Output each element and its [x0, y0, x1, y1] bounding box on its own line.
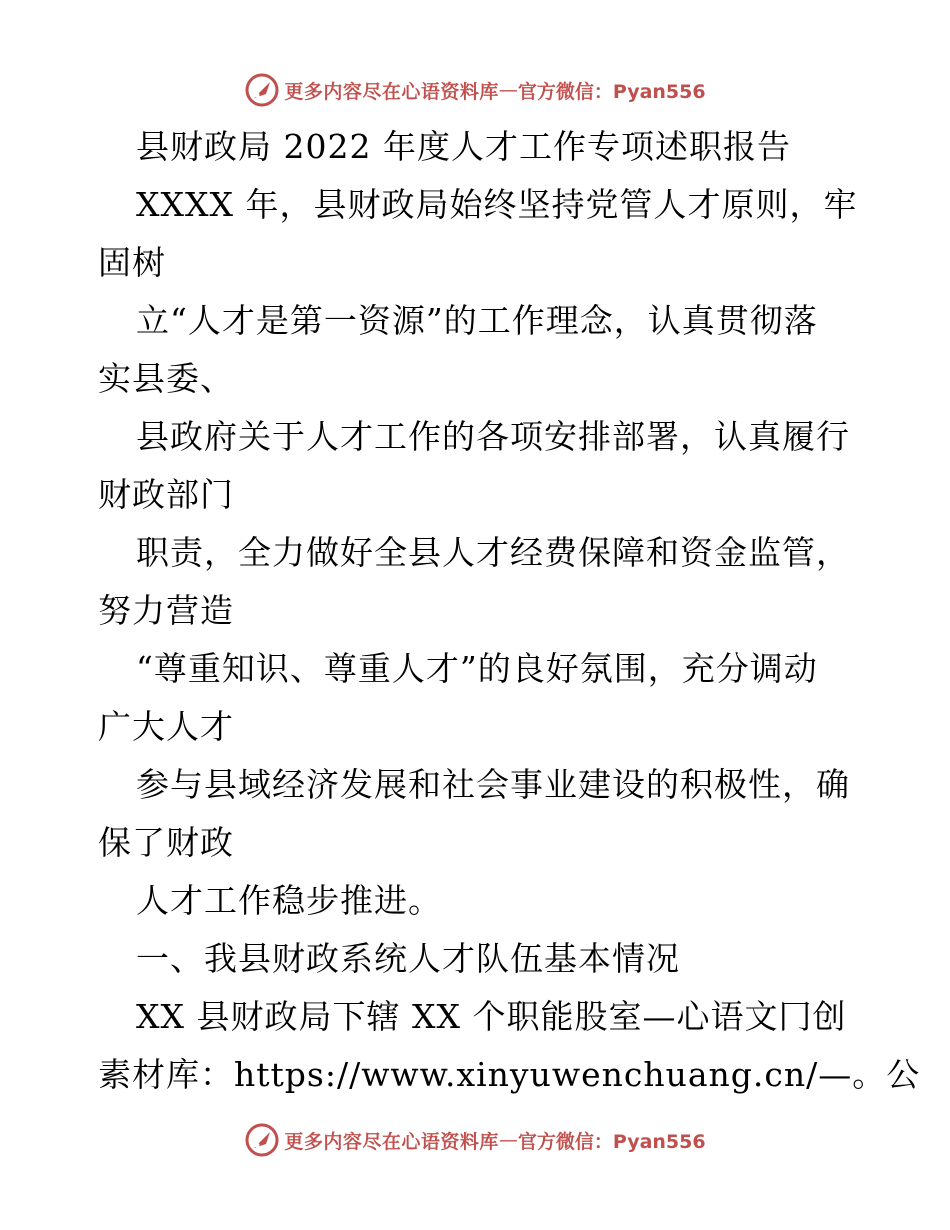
header-banner: [0, 70, 950, 110]
paragraph-line: 财政部门: [98, 475, 234, 514]
header-separator: —: [498, 79, 518, 101]
footer-slogan: 更多内容尽在心语资料库: [284, 1130, 499, 1153]
quill-logo-icon: [244, 72, 280, 108]
document-body: [98, 118, 921, 1104]
section-heading: 一、我县财政系统人才队伍基本情况: [136, 939, 680, 978]
header-contact: 官方微信：Pyan556: [517, 80, 706, 103]
paragraph-line: 职责，全力做好全县人才经费保障和资金监管，: [136, 533, 850, 572]
quill-logo-icon: [244, 1122, 280, 1158]
footer-contact: 官方微信：Pyan556: [517, 1130, 706, 1153]
paragraph-line: 努力营造: [98, 591, 234, 630]
paragraph-line: XX 县财政局下辖 XX 个职能股室—心语文冂创: [136, 997, 847, 1036]
paragraph-line: 素材库：https://www.xinyuwenchuang.cn/—。公: [98, 1055, 921, 1094]
paragraph-line: “尊重知识、尊重人才”的良好氛围，充分调动: [136, 649, 818, 688]
footer-separator: —: [498, 1129, 518, 1151]
paragraph-line: 广大人才: [98, 707, 234, 746]
footer-banner: [0, 1120, 950, 1160]
header-slogan: 更多内容尽在心语资料库: [284, 80, 499, 103]
paragraph-line: 县政府关于人才工作的各项安排部署，认真履行: [136, 417, 850, 456]
paragraph-line: 实县委、: [98, 359, 234, 398]
paragraph-line: 参与县域经济发展和社会事业建设的积极性，确: [136, 765, 850, 804]
paragraph-line: XXXX 年，县财政局始终坚持党管人才原则，牢: [136, 185, 858, 224]
paragraph-line: 人才工作稳步推进。: [136, 881, 442, 920]
paragraph-line: 立“人才是第一资源”的工作理念，认真贯彻落: [136, 301, 818, 340]
paragraph-line: 固树: [98, 243, 166, 282]
paragraph-line: 保了财政: [98, 823, 234, 862]
document-title: 县财政局 2022 年度人才工作专项述职报告: [136, 127, 791, 166]
